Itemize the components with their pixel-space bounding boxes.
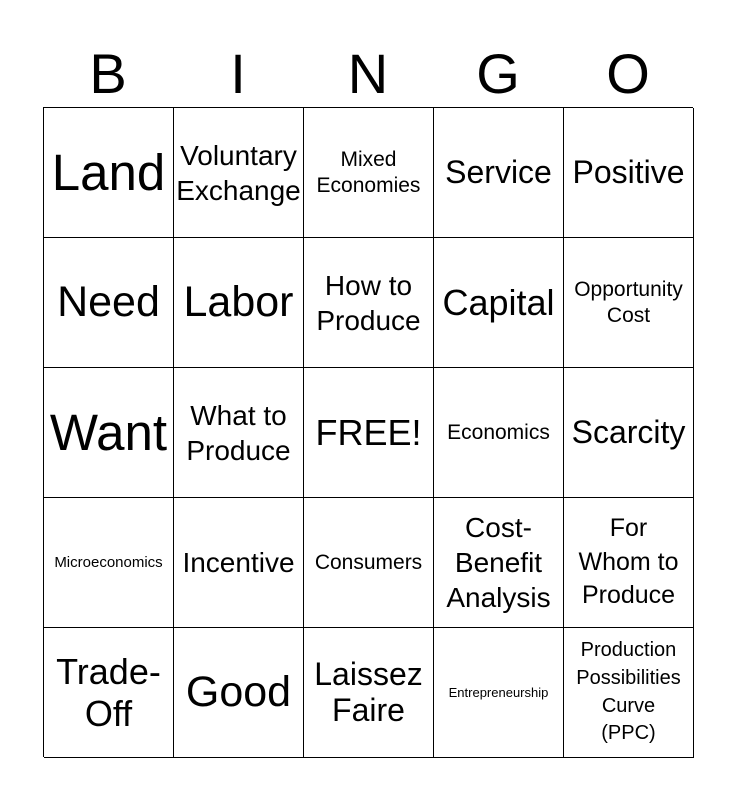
header-letter-b: B — [89, 42, 127, 105]
bingo-cell[interactable] — [564, 108, 694, 238]
cell-label: For Whom to Produce — [578, 513, 679, 610]
cell-label: Trade- Off — [56, 651, 161, 734]
cell-label: Labor — [183, 277, 294, 326]
cell-label: Voluntary Exchange — [176, 139, 301, 206]
header-letter-i: I — [230, 42, 246, 105]
bingo-board — [43, 107, 693, 757]
cell-label: Need — [57, 277, 160, 326]
bingo-cell[interactable] — [564, 628, 694, 758]
header-letter-g: G — [476, 42, 520, 105]
cell-label: What to Produce — [186, 399, 291, 466]
cell-label: Economics — [447, 420, 550, 444]
bingo-cell[interactable] — [564, 368, 694, 498]
bingo-cell[interactable] — [174, 498, 304, 628]
bingo-cell[interactable] — [564, 498, 694, 628]
cell-label: Good — [185, 667, 292, 716]
header-letter-o: O — [606, 42, 650, 105]
bingo-cell[interactable] — [44, 108, 174, 238]
cell-label: Mixed Economies — [316, 148, 421, 197]
bingo-cell[interactable] — [434, 498, 564, 628]
bingo-cell[interactable] — [174, 628, 304, 758]
header-letter-n: N — [347, 42, 389, 105]
bingo-cell[interactable] — [434, 628, 564, 758]
cell-label: Opportunity Cost — [574, 278, 683, 327]
bingo-cell[interactable] — [174, 108, 304, 238]
bingo-cell[interactable] — [434, 238, 564, 368]
bingo-cell[interactable] — [44, 498, 174, 628]
cell-label: Production Possibilities Curve (PPC) — [576, 639, 681, 745]
bingo-cell[interactable] — [304, 498, 434, 628]
bingo-cell[interactable] — [564, 238, 694, 368]
bingo-cell[interactable] — [304, 628, 434, 758]
bingo-cell[interactable] — [434, 368, 564, 498]
cell-label: Service — [445, 153, 552, 190]
cell-label: Incentive — [182, 547, 295, 578]
cell-label: Cost- Benefit Analysis — [446, 512, 551, 613]
cell-label: Microeconomics — [54, 553, 163, 571]
bingo-cell[interactable] — [44, 238, 174, 368]
cell-label: Scarcity — [571, 413, 686, 450]
bingo-cell[interactable] — [304, 238, 434, 368]
cell-label: Capital — [442, 281, 555, 323]
bingo-cell[interactable] — [174, 368, 304, 498]
bingo-cell[interactable] — [174, 238, 304, 368]
bingo-cell[interactable] — [304, 108, 434, 238]
cell-label: Land — [51, 143, 166, 201]
bingo-header — [43, 44, 693, 104]
free-space-label: FREE! — [315, 411, 422, 453]
bingo-cell[interactable] — [434, 108, 564, 238]
cell-label: Consumers — [314, 550, 423, 574]
bingo-cell[interactable] — [44, 628, 174, 758]
cell-label: Entrepreneurship — [448, 684, 549, 700]
free-space-cell[interactable] — [304, 368, 434, 498]
cell-label: Laissez Faire — [314, 656, 423, 728]
cell-label: Want — [49, 403, 168, 461]
bingo-cell[interactable] — [44, 368, 174, 498]
cell-label: Positive — [572, 153, 685, 190]
cell-label: How to Produce — [316, 269, 421, 336]
